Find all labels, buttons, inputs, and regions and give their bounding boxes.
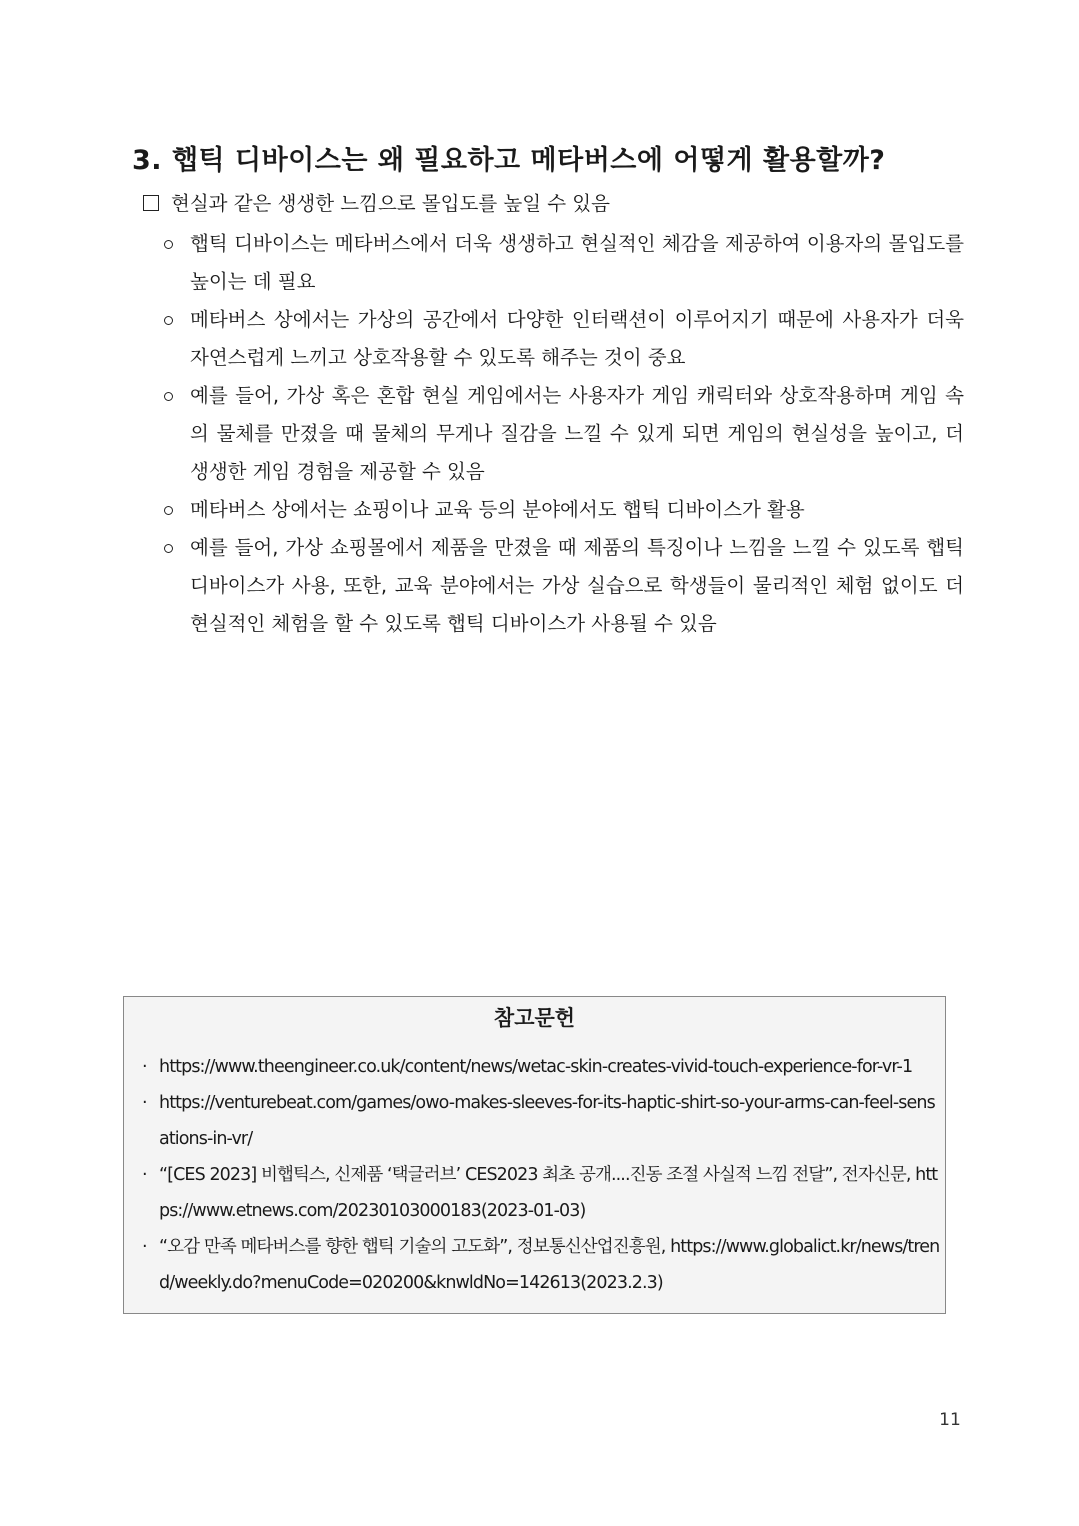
bullet-item	[164, 225, 964, 301]
reference-text[interactable]: https://venturebeat.com/games/owo-makes-sleeves-for-its-haptic-shirt-so-your-arms-can-feel-sensations-in-vr/	[159, 1093, 935, 1149]
hollow-circle-bullet-icon	[164, 240, 173, 249]
hollow-circle-bullet-icon	[164, 506, 173, 515]
dot-bullet-icon: ·	[142, 1237, 147, 1257]
bullet-text: 예를 들어, 가상 혹은 혼합 현실 게임에서는 사용자가 게임 캐릭터와 상호작용하며 게임 속의 물체를 만졌을 때 물체의 무게나 질감을 느낄 수 있게 되면 게임의 현실성을 높이고, 더 생생한 게임 경험을 제공할 수 있음	[190, 384, 964, 483]
bullet-text: 햅틱 디바이스는 메타버스에서 더욱 생생하고 현실적인 체감을 제공하여 이용자의 몰입도를 높이는 데 필요	[190, 232, 964, 293]
dot-bullet-icon: ·	[142, 1165, 147, 1185]
bullet-text: 메타버스 상에서는 쇼핑이나 교육 등의 분야에서도 햅틱 디바이스가 활용	[190, 498, 805, 521]
hollow-circle-bullet-icon	[164, 544, 173, 553]
bullet-text: 메타버스 상에서는 가상의 공간에서 다양한 인터랙션이 이루어지기 때문에 사용자가 더욱 자연스럽게 느끼고 상호작용할 수 있도록 해주는 것이 중요	[190, 308, 964, 369]
reference-item	[142, 1085, 942, 1157]
bullet-item	[164, 301, 964, 377]
hollow-circle-bullet-icon	[164, 316, 173, 325]
reference-item	[142, 1049, 942, 1085]
page-number: 11	[939, 1410, 961, 1430]
reference-item	[142, 1229, 942, 1301]
reference-item	[142, 1157, 942, 1229]
references-title: 참고문헌	[493, 1006, 576, 1030]
hollow-circle-bullet-icon	[164, 392, 173, 401]
references-list	[142, 1049, 942, 1301]
reference-text[interactable]: https://www.theengineer.co.uk/content/news/wetac-skin-creates-vivid-touch-experience-for-vr-1	[159, 1057, 913, 1077]
main-point-text: 현실과 같은 생생한 느낌으로 몰입도를 높일 수 있음	[171, 192, 610, 215]
references-box	[123, 996, 946, 1314]
dot-bullet-icon: ·	[142, 1093, 147, 1113]
bullet-item	[164, 377, 964, 491]
bullet-text: 예를 들어, 가상 쇼핑몰에서 제품을 만졌을 때 제품의 특징이나 느낌을 느낄 수 있도록 햅틱 디바이스가 사용, 또한, 교육 분야에서는 가상 실습으로 학생들이 물리적인 체험 없이도 더 현실적인 체험을 할 수 있도록 햅틱 디바이스가 사용될 수 있음	[190, 536, 964, 635]
bullet-item	[164, 529, 964, 643]
bullet-item	[164, 491, 964, 529]
reference-text[interactable]: “[CES 2023] 비햅틱스, 신제품 ‘택글러브’ CES2023 최초 공개....진동 조절 사실적 느낌 전달”, 전자신문, https://www.etnews.com/20230103000183(2023-01-03)	[159, 1165, 938, 1221]
bullet-list	[164, 225, 964, 643]
dot-bullet-icon: ·	[142, 1057, 147, 1077]
main-point	[143, 188, 610, 216]
section-heading: 3. 햅틱 디바이스는 왜 필요하고 메타버스에 어떻게 활용할까?	[132, 145, 886, 176]
checkbox-square-icon	[143, 195, 159, 211]
reference-text[interactable]: “오감 만족 메타버스를 향한 햅틱 기술의 고도화”, 정보통신산업진흥원, https://www.globalict.kr/news/trend/weekly.do?menuCode=020200&knwldNo=142613(2023.2.3)	[159, 1237, 940, 1293]
